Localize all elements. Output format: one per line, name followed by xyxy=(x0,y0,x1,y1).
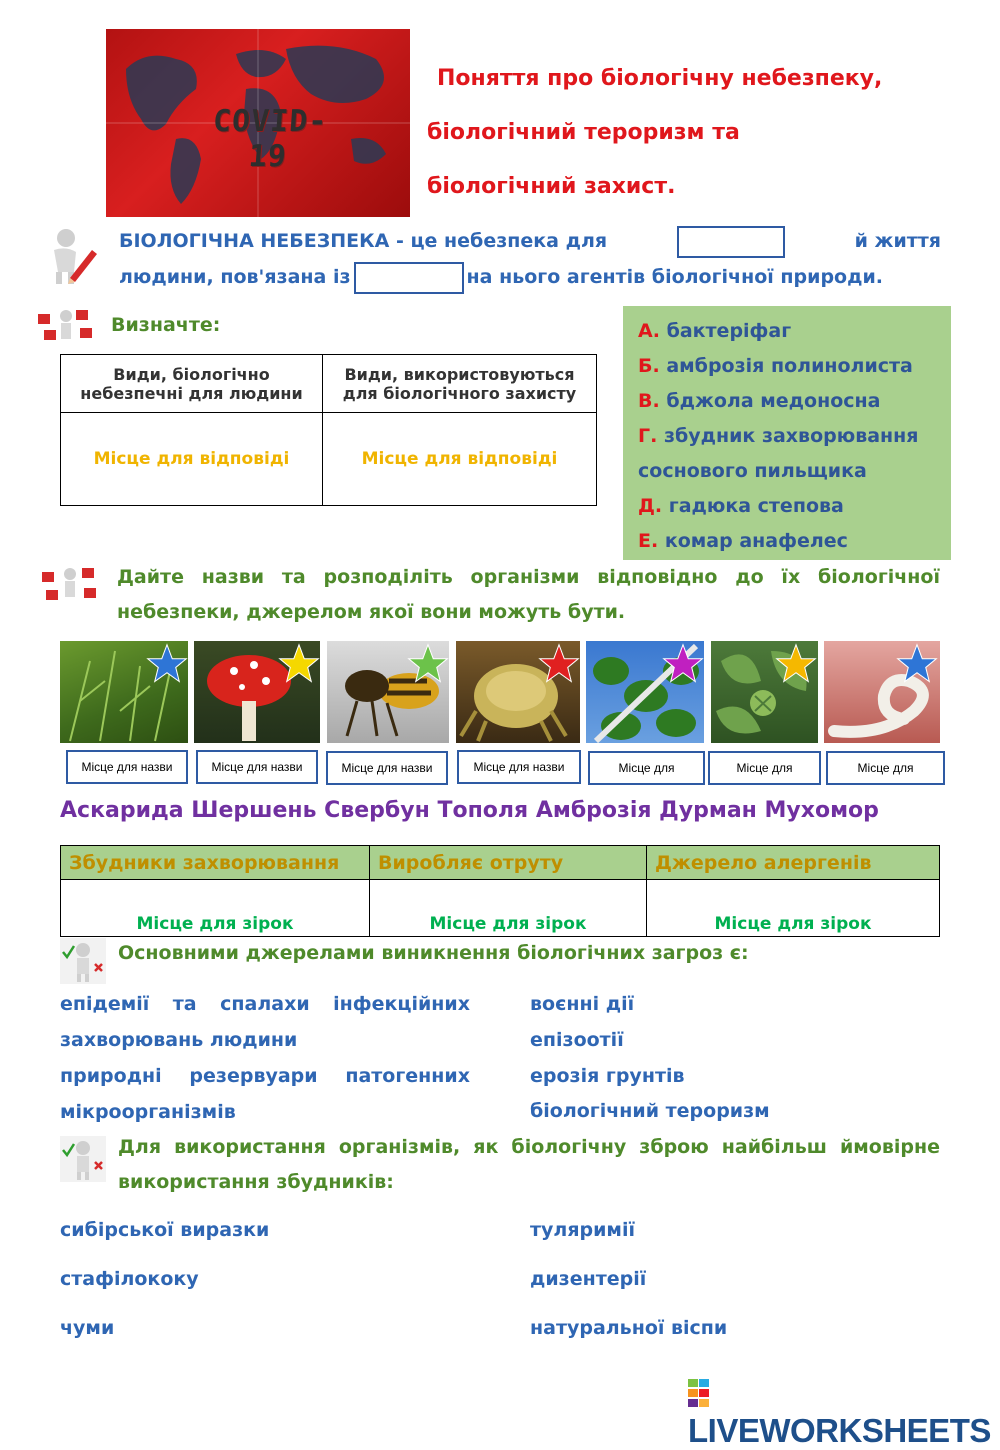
photo-ascaris xyxy=(824,641,940,743)
option-e[interactable]: Д. гадюка степова xyxy=(638,495,844,517)
star-icon[interactable] xyxy=(896,643,938,685)
options-box xyxy=(623,306,951,560)
source-option-epidemics[interactable]: епідемії та спалахи інфекційних захворювань людини xyxy=(60,993,470,1051)
organism-word-list: Аскарида Шершень Свербун Тополя Амброзія Дурман Мухомор xyxy=(60,798,879,823)
definition-text-1: БІОЛОГІЧНА НЕБЕЗПЕКА - це небезпека для xyxy=(119,230,608,252)
liveworksheets-logo[interactable] xyxy=(688,1374,1000,1450)
name-input-5[interactable]: Місце для xyxy=(588,751,705,785)
check-person-icon xyxy=(60,1136,106,1182)
weapon-option-plague[interactable]: чуми xyxy=(60,1317,115,1339)
puzzle-people-icon xyxy=(36,306,96,348)
weapon-option-staphylococcus[interactable]: стафілококу xyxy=(60,1268,199,1290)
page-title-line-1: Поняття про біологічну небезпеку, xyxy=(437,66,883,91)
name-input-1[interactable]: Місце для назви xyxy=(66,750,188,784)
liveworksheets-badge-icon xyxy=(688,1379,710,1407)
option-f[interactable]: Е. комар анафелес xyxy=(638,530,848,552)
option-a[interactable]: А. бактеріфаг xyxy=(638,320,792,342)
category-header-3: Джерело алергенів xyxy=(647,846,940,880)
photo-amanita xyxy=(194,641,320,743)
photo-ambrosia xyxy=(60,641,188,743)
definition-text-4: на нього агентів біологічної природи. xyxy=(466,266,883,288)
definition-paragraph xyxy=(119,224,941,295)
define-answer-1[interactable]: Місце для відповіді xyxy=(61,413,323,506)
name-input-2[interactable]: Місце для назви xyxy=(196,750,318,784)
weapon-option-tularemia[interactable]: туляримії xyxy=(530,1219,635,1241)
category-drop-3[interactable]: Місце для зірок xyxy=(647,880,940,937)
photo-mite xyxy=(456,641,580,743)
page-title-line-2: біологічний тероризм та xyxy=(427,120,740,145)
star-icon[interactable] xyxy=(538,643,580,685)
organisms-heading: Дайте назви та розподіліть організми відповідно до їх біологічної небезпеки, джерелом якої вони можуть бути. xyxy=(117,566,940,623)
name-input-6[interactable]: Місце для xyxy=(708,751,821,785)
option-d[interactable]: Г. збудник захворювання соснового пильщика xyxy=(638,425,919,482)
star-icon[interactable] xyxy=(775,643,817,685)
weapon-option-dysentery[interactable]: дизентерії xyxy=(530,1268,647,1290)
categories-table xyxy=(60,845,940,937)
name-input-7[interactable]: Місце для xyxy=(826,751,945,785)
name-input-3[interactable]: Місце для назви xyxy=(326,751,448,785)
definition-blank-1[interactable] xyxy=(677,226,785,258)
name-input-4[interactable]: Місце для назви xyxy=(457,750,581,784)
define-table xyxy=(60,354,597,506)
photo-poplar xyxy=(586,641,704,743)
source-option-erosion[interactable]: ерозія грунтів xyxy=(530,1065,685,1087)
option-c[interactable]: В. бджола медоносна xyxy=(638,390,881,412)
covid-image xyxy=(106,29,410,217)
category-header-1: Збудники захворювання xyxy=(61,846,370,880)
weapon-option-smallpox[interactable]: натуральної віспи xyxy=(530,1317,728,1339)
definition-text-3: людини, пов'язана із xyxy=(119,266,351,288)
star-icon[interactable] xyxy=(407,643,449,685)
weapons-heading: Для використання організмів, як біологічну зброю найбільш ймовірне використання збудників: xyxy=(118,1136,940,1193)
define-col1-header: Види, біологічно небезпечні для людини xyxy=(61,355,323,413)
define-answer-2[interactable]: Місце для відповіді xyxy=(323,413,597,506)
category-drop-2[interactable]: Місце для зірок xyxy=(370,880,647,937)
photo-hornet xyxy=(327,641,449,743)
sources-heading: Основними джерелами виникнення біологічних загроз є: xyxy=(118,942,749,964)
photo-datura xyxy=(711,641,818,743)
definition-text-2: й життя xyxy=(854,230,941,252)
source-option-epizootics[interactable]: епізоотії xyxy=(530,1029,624,1051)
pencil-person-icon xyxy=(40,226,100,286)
star-icon[interactable] xyxy=(278,643,320,685)
star-icon[interactable] xyxy=(662,643,704,685)
source-option-reservoirs[interactable]: природні резервуари патогенних мікроорганізмів xyxy=(60,1065,470,1123)
category-drop-1[interactable]: Місце для зірок xyxy=(61,880,370,937)
define-col2-header: Види, використовуються для біологічного захисту xyxy=(323,355,597,413)
logo-text: LIVEWORKSHEETS xyxy=(688,1412,991,1449)
puzzle-people-icon xyxy=(40,562,100,608)
definition-blank-2[interactable] xyxy=(354,262,464,294)
source-option-war[interactable]: воєнні дії xyxy=(530,993,635,1015)
weapon-option-anthrax[interactable]: сибірської виразки xyxy=(60,1219,270,1241)
category-header-2: Виробляє отруту xyxy=(370,846,647,880)
option-b[interactable]: Б. амброзія полинолиста xyxy=(638,355,913,377)
define-heading: Визначте: xyxy=(111,314,221,336)
page-title-line-3: біологічний захист. xyxy=(427,174,676,199)
check-person-icon xyxy=(60,938,106,984)
star-icon[interactable] xyxy=(146,643,188,685)
covid-label: COVID-19 xyxy=(211,104,329,174)
source-option-bioterrorism[interactable]: біологічний тероризм xyxy=(530,1100,770,1122)
